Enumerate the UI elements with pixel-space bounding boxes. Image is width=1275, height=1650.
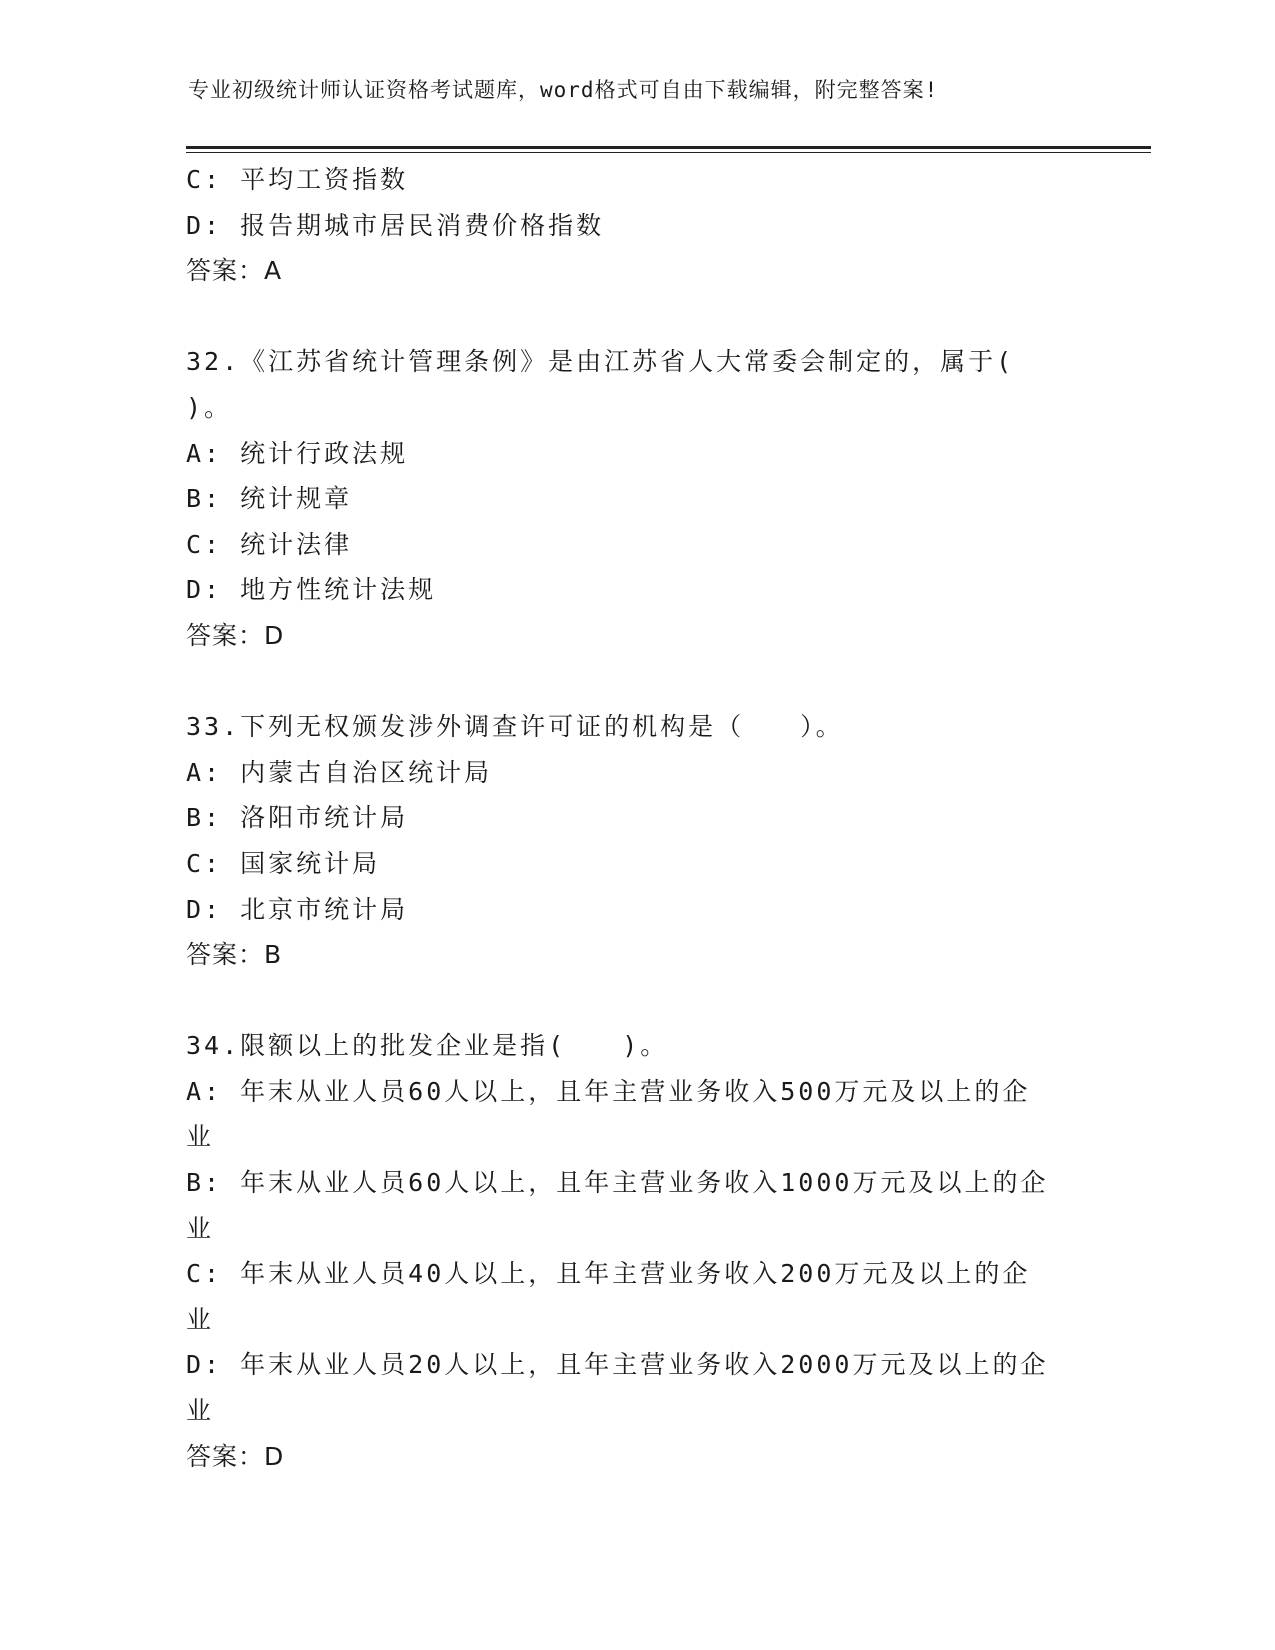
question-line: )。 (186, 392, 233, 422)
question-line: D: 北京市统计局 (186, 894, 409, 924)
question-line: 34.限额以上的批发企业是指( )。 (186, 1031, 669, 1061)
question-line: A: 内蒙古自治区统计局 (186, 757, 493, 787)
question-line: D: 报告期城市居民消费价格指数 (186, 210, 605, 240)
question-line: A: 统计行政法规 (186, 438, 409, 468)
question-line: 业 (186, 1122, 215, 1152)
question-line: A: 年末从业人员60人以上，且年主营业务收入500万元及以上的企 (186, 1076, 1031, 1106)
question-line: C: 平均工资指数 (186, 165, 409, 194)
block-spacer (186, 294, 1086, 340)
answer-line: 答案：B (186, 940, 283, 970)
page-header: 专业初级统计师认证资格考试题库，word格式可自由下载编辑，附完整答案! (188, 78, 939, 102)
header-rule-thin (186, 152, 1151, 153)
block-spacer (186, 978, 1086, 1024)
question-line: D: 地方性统计法规 (186, 575, 437, 605)
question-line: B: 洛阳市统计局 (186, 803, 409, 833)
question-line: 业 (186, 1396, 215, 1426)
answer-line: 答案：D (186, 620, 285, 650)
answer-line: 答案：D (186, 1441, 285, 1471)
question-line: C: 国家统计局 (186, 848, 381, 878)
question-line: 业 (186, 1304, 215, 1334)
question-line: D: 年末从业人员20人以上，且年主营业务收入2000万元及以上的企 (186, 1350, 1049, 1380)
question-line: 业 (186, 1213, 215, 1243)
question-line: B: 年末从业人员60人以上，且年主营业务收入1000万元及以上的企 (186, 1168, 1049, 1198)
header-rule-thick (186, 146, 1151, 149)
answer-line: 答案：A (186, 256, 283, 286)
question-block (186, 704, 1086, 978)
question-line: B: 统计规章 (186, 484, 353, 514)
question-line: 33.下列无权颁发涉外调查许可证的机构是（ ）。 (186, 712, 844, 742)
question-line: 32.《江苏省统计管理条例》是由江苏省人大常委会制定的，属于( (186, 347, 1015, 377)
question-block (186, 157, 1086, 294)
question-block (186, 1023, 1086, 1479)
question-block (186, 339, 1086, 658)
question-line: C: 统计法律 (186, 529, 353, 559)
question-line: C: 年末从业人员40人以上，且年主营业务收入200万元及以上的企 (186, 1259, 1031, 1289)
block-spacer (186, 659, 1086, 705)
question-list (186, 157, 1086, 1479)
